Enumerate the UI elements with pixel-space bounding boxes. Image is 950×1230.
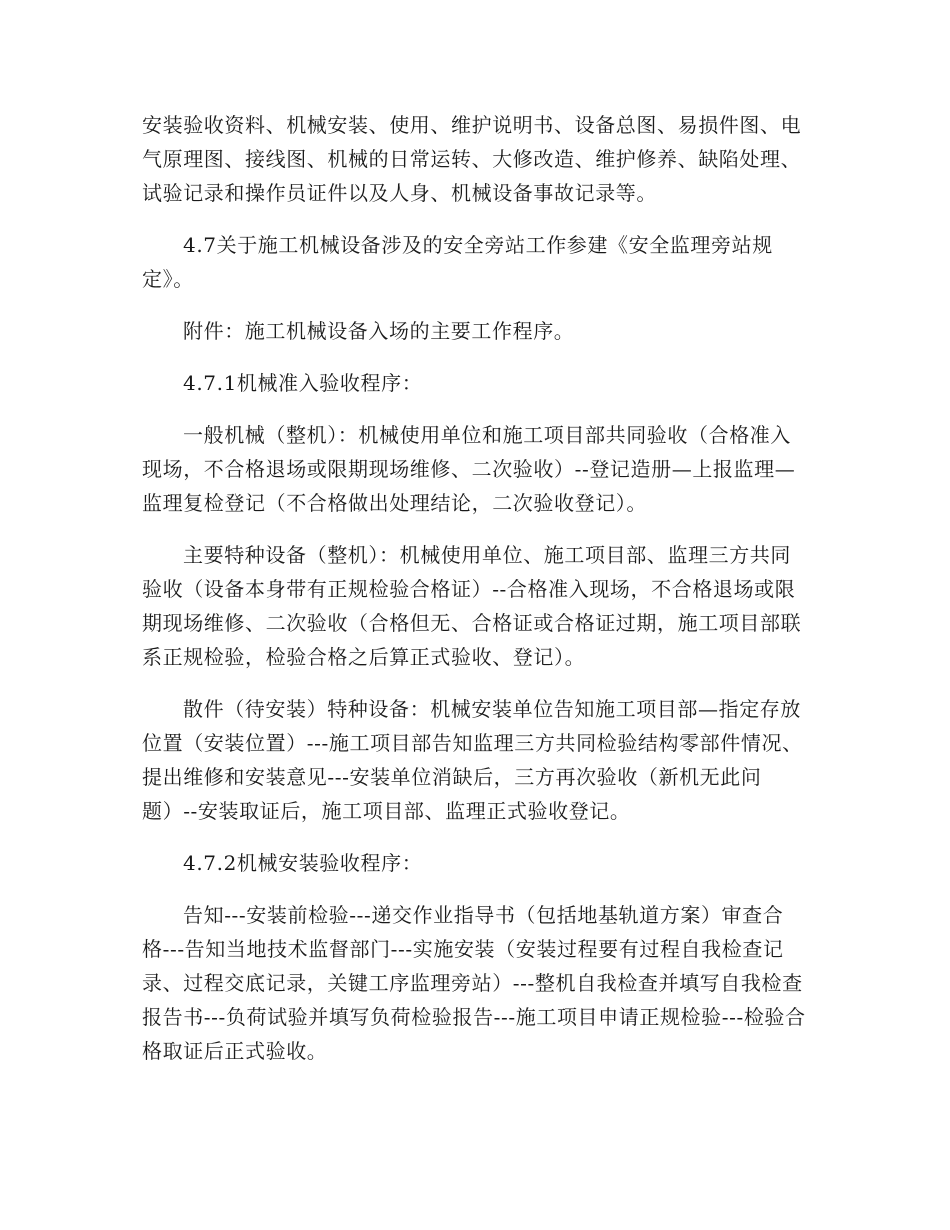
paragraph-attachment: 附件：施工机械设备入场的主要工作程序。 <box>183 319 575 343</box>
paragraph-special-equipment: 主要特种设备（整机）：机械使用单位、施工项目部、监理三方共同验收（设备本身带有正规检验合格证）--合格准入现场，不合格退场或限期现场维修、二次验收（合格但无、合格证或合格证过期，施工项目部联系正规检验，检验合格之后算正式验收、登记）。 <box>142 543 802 669</box>
heading-4-7-1: 4.7.1机械准入验收程序： <box>183 371 423 395</box>
paragraph-loose-parts-equipment: 散件（待安装）特种设备：机械安装单位告知施工项目部—指定存放位置（安装位置）---施工项目部告知监理三方共同检验结构零部件情况、提出维修和安装意见---安装单位消缺后，三方再次验收（新机无此问题）--安装取证后，施工项目部、监理正式验收登记。 <box>142 697 803 823</box>
paragraph-installation-procedure: 告知---安装前检验---递交作业指导书（包括地基轨道方案）审查合格---告知当地技术监督部门---实施安装（安装过程要有过程自我检查记录、过程交底记录，关键工序监理旁站）---整机自我检查并填写自我检查报告书---负荷试验并填写负荷检验报告---施工项目申请正规检验---检验合格取证后正式验收。 <box>142 903 806 1063</box>
paragraph-continuation: 安装验收资料、机械安装、使用、维护说明书、设备总图、易损件图、电气原理图、接线图、机械的日常运转、大修改造、维护修养、缺陷处理、试验记录和操作员证件以及人身、机械设备事故记录等。 <box>142 113 802 205</box>
document-body <box>142 108 810 1086</box>
heading-4-7-2: 4.7.2机械安装验收程序： <box>183 851 423 875</box>
paragraph-section-4-7: 4.7关于施工机械设备涉及的安全旁站工作参建《安全监理旁站规定》。 <box>142 233 773 291</box>
paragraph-general-machinery: 一般机械（整机）：机械使用单位和施工项目部共同验收（合格准入现场，不合格退场或限期现场维修、二次验收）--登记造册—上报监理—监理复检登记（不合格做出处理结论，二次验收登记）。 <box>142 423 796 515</box>
